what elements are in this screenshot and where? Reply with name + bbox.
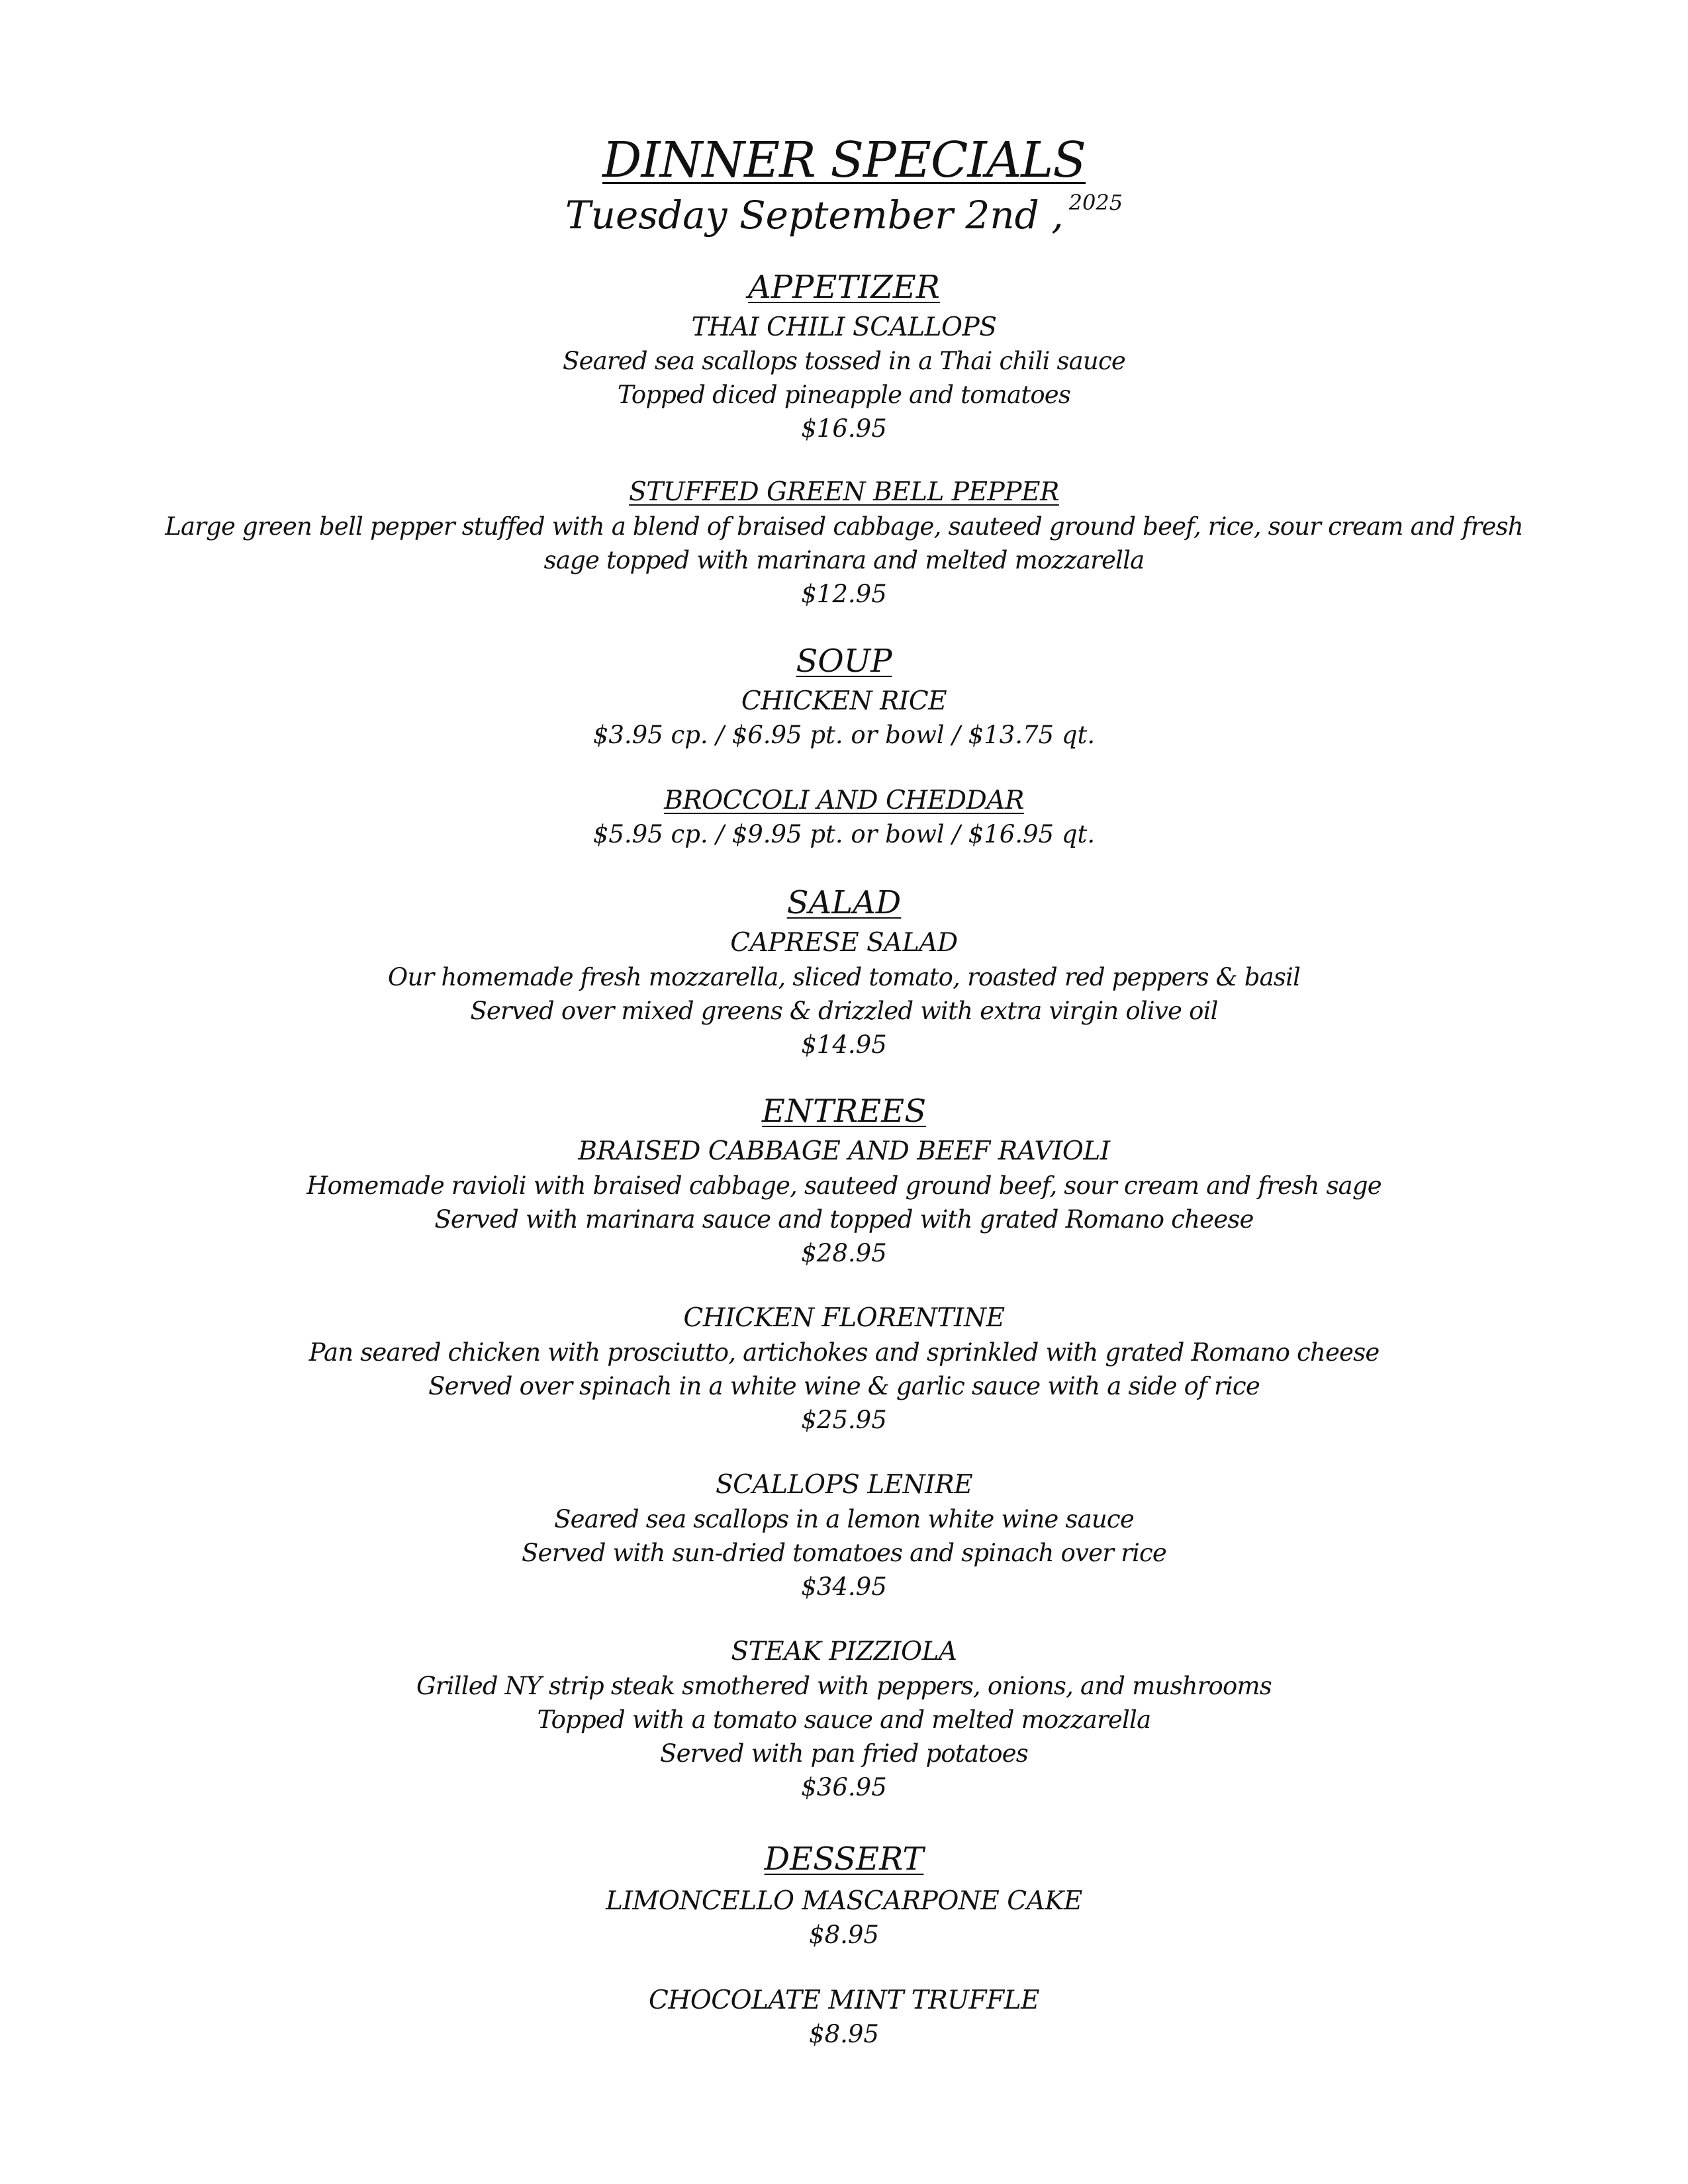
item-name: STEAK PIZZIOLA [731, 1637, 957, 1666]
section-heading-salad: SALAD [786, 884, 902, 921]
item-name: CAPRESE SALAD [730, 928, 958, 958]
page-title: DINNER SPECIALS [602, 132, 1086, 189]
item-description: Served with pan fried potatoes [660, 1739, 1028, 1768]
section-heading-entrees: ENTREES [761, 1093, 927, 1130]
item-description: Grilled NY strip steak smothered with peppers, onions, and mushrooms [416, 1672, 1272, 1700]
item-name: BROCCOLI AND CHEDDAR [664, 786, 1024, 815]
item-name: STUFFED GREEN BELL PEPPER [629, 477, 1059, 507]
menu-date-text: Tuesday September 2nd , [565, 193, 1064, 238]
item-name: LIMONCELLO MASCARPONE CAKE [606, 1886, 1082, 1916]
item-description: Seared sea scallops tossed in a Thai chili sauce [563, 347, 1125, 375]
item-price: $3.95 cp. / $6.95 pt. or bowl / $13.75 qt. [592, 721, 1096, 749]
item-price: $5.95 cp. / $9.95 pt. or bowl / $16.95 qt. [592, 820, 1096, 848]
section-heading-dessert: DESSERT [764, 1841, 924, 1878]
item-description: Served over spinach in a white wine & garlic sauce with a side of rice [428, 1372, 1260, 1400]
item-description: Served with sun-dried tomatoes and spinach over rice [521, 1539, 1167, 1567]
item-price: $16.95 [801, 414, 887, 443]
item-price: $8.95 [809, 2020, 879, 2048]
item-name: BRAISED CABBAGE AND BEEF RAVIOLI [578, 1136, 1110, 1166]
item-description: Our homemade fresh mozzarella, sliced tomato, roasted red peppers & basil [387, 963, 1301, 991]
item-name: CHICKEN FLORENTINE [683, 1303, 1005, 1333]
item-price: $14.95 [801, 1030, 887, 1059]
item-description: Topped with a tomato sauce and melted mozzarella [537, 1706, 1151, 1734]
item-name: SCALLOPS LENIRE [715, 1470, 973, 1500]
item-name: CHICKEN RICE [741, 686, 947, 716]
item-description: Topped diced pineapple and tomatoes [617, 381, 1071, 409]
item-description: Served over mixed greens & drizzled with extra virgin olive oil [470, 997, 1218, 1025]
item-price: $8.95 [809, 1921, 879, 1949]
section-heading-appetizer: APPETIZER [748, 269, 940, 306]
menu-date [0, 190, 1688, 238]
item-price: $34.95 [801, 1572, 887, 1601]
item-description: Homemade ravioli with braised cabbage, sauteed ground beef, sour cream and fresh sage [306, 1171, 1382, 1200]
item-price: $28.95 [801, 1239, 887, 1267]
item-description: sage topped with marinara and melted mozzarella [543, 546, 1145, 574]
menu-year: 2025 [1068, 190, 1123, 215]
item-price: $25.95 [801, 1406, 887, 1434]
item-name: CHOCOLATE MINT TRUFFLE [648, 1985, 1040, 2015]
item-price: $36.95 [801, 1773, 887, 1801]
item-price: $12.95 [801, 580, 887, 608]
item-name: THAI CHILI SCALLOPS [691, 312, 997, 342]
section-heading-soup: SOUP [796, 643, 892, 680]
item-description: Seared sea scallops in a lemon white wine sauce [554, 1505, 1134, 1533]
item-description: Pan seared chicken with prosciutto, artichokes and sprinkled with grated Romano cheese [308, 1338, 1380, 1367]
item-description: Large green bell pepper stuffed with a blend of braised cabbage, sauteed ground beef, rice, sour cream and fresh [165, 512, 1523, 541]
item-description: Served with marinara sauce and topped with grated Romano cheese [434, 1205, 1254, 1234]
